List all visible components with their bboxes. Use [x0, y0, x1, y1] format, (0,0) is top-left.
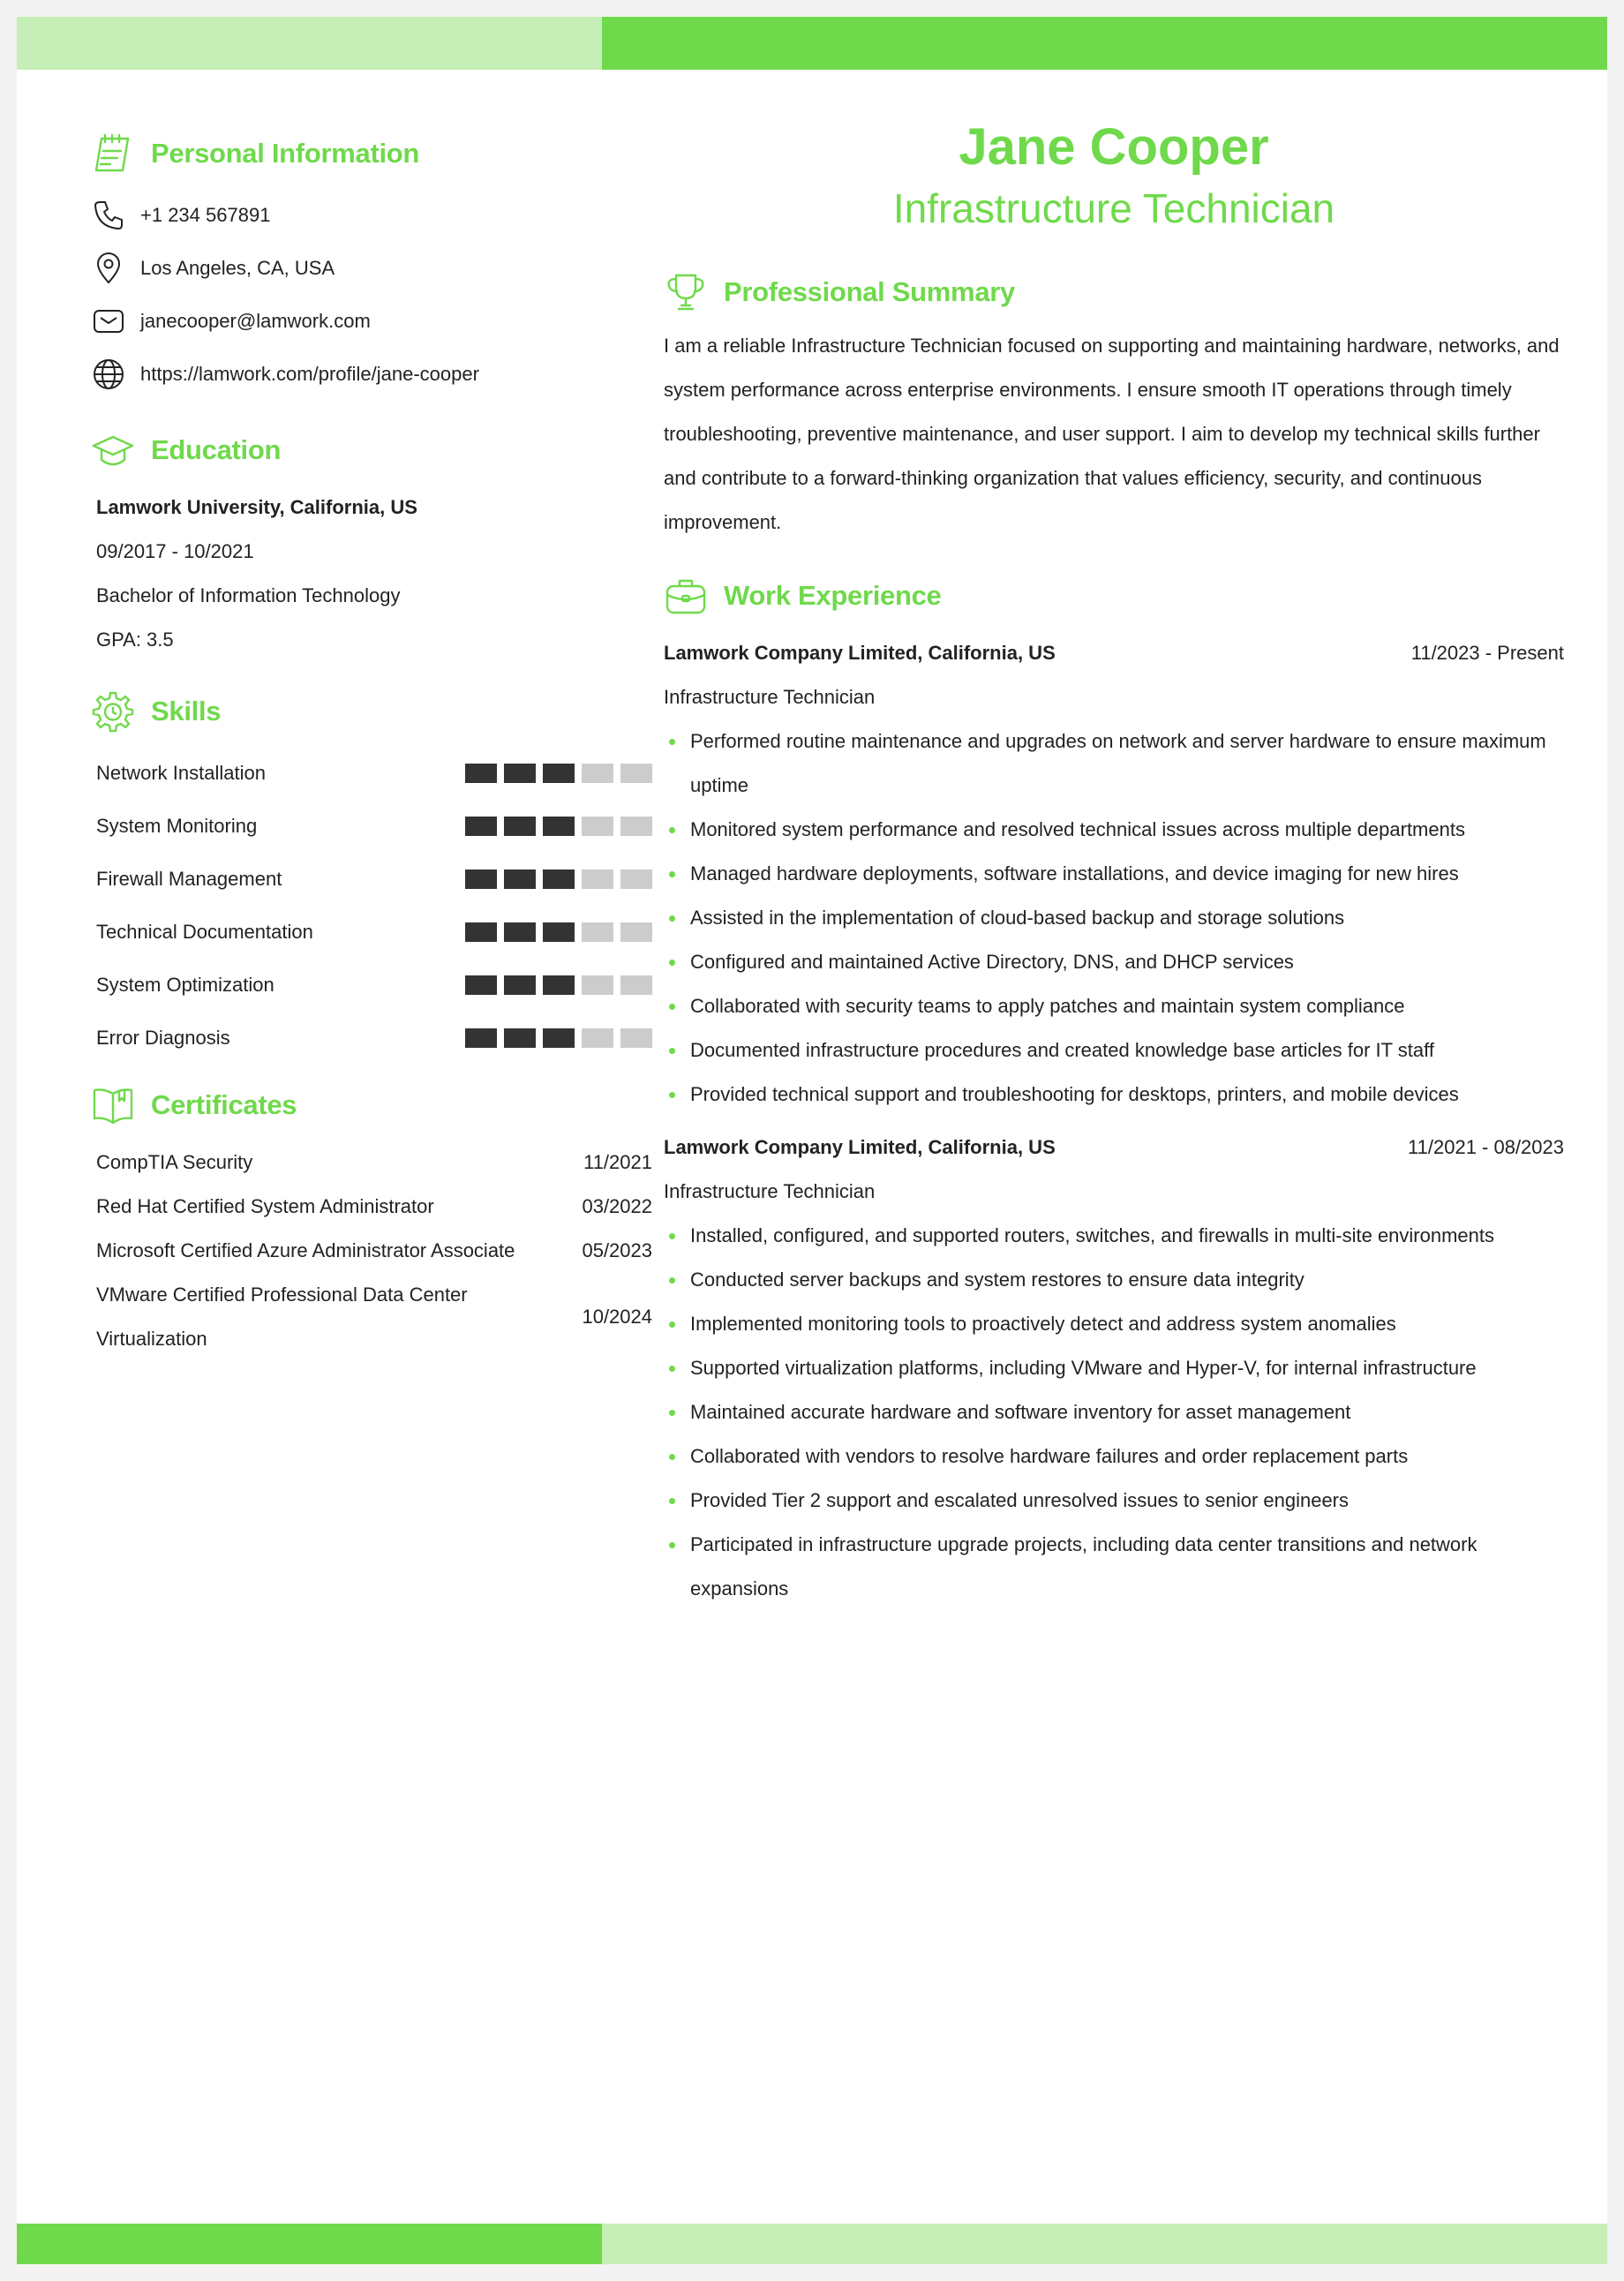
job-bullet	[664, 984, 1564, 1028]
bullet-dot-icon	[669, 1410, 675, 1416]
skill-level-meter	[465, 817, 652, 836]
skill-level-filled	[543, 975, 575, 995]
job-company: Lamwork Company Limited, California, US	[664, 1136, 1056, 1158]
skill-row	[79, 747, 617, 800]
certificate-row	[79, 1273, 652, 1361]
bullet-dot-icon	[669, 1277, 675, 1284]
job-bullet-text: Documented infrastructure procedures and created knowledge base articles for IT staff	[690, 1039, 1434, 1061]
certificate-date: 11/2021	[583, 1151, 652, 1173]
job-entry	[664, 631, 1564, 1117]
jobs-list	[664, 631, 1564, 1611]
job-bullet-text: Participated in infrastructure upgrade projects, including data center transitions and network expansions	[690, 1533, 1477, 1600]
skills-header	[79, 685, 617, 738]
skill-level-filled	[504, 764, 536, 783]
job-bullet	[664, 852, 1564, 896]
summary-title: Professional Summary	[724, 276, 1015, 307]
job-entry	[664, 1125, 1564, 1611]
skill-level-meter	[465, 922, 652, 942]
graduation-cap-icon	[91, 428, 135, 472]
skill-level-empty	[620, 975, 652, 995]
skill-name: Network Installation	[96, 762, 266, 784]
job-bullet-text: Provided Tier 2 support and escalated unresolved issues to senior engineers	[690, 1489, 1350, 1511]
job-header	[664, 631, 1564, 675]
gear-icon	[91, 689, 135, 734]
mail-icon	[91, 304, 126, 339]
skill-level-empty	[582, 764, 613, 783]
certificate-date: 10/2024	[582, 1306, 652, 1328]
skill-name: Error Diagnosis	[96, 1027, 230, 1049]
certificates-list	[79, 1140, 652, 1361]
skill-level-meter	[465, 869, 652, 889]
briefcase-icon	[664, 574, 708, 618]
skill-name: System Monitoring	[96, 815, 258, 837]
skill-level-filled	[543, 764, 575, 783]
bullet-dot-icon	[669, 1092, 675, 1098]
job-bullet-text: Conducted server backups and system restores to ensure data integrity	[690, 1268, 1304, 1291]
certificates-title: Certificates	[151, 1089, 297, 1120]
education-title: Education	[151, 434, 282, 465]
skill-name: System Optimization	[96, 974, 274, 996]
top-accent-bar-light	[17, 17, 602, 70]
skill-level-filled	[543, 869, 575, 889]
education-dates: 09/2017 - 10/2021	[96, 540, 254, 562]
job-bullet	[664, 719, 1564, 808]
job-bullet-text: Implemented monitoring tools to proactively detect and address system anomalies	[690, 1313, 1396, 1335]
job-bullet	[664, 1479, 1564, 1523]
job-header	[664, 1125, 1564, 1170]
job-bullet	[664, 1214, 1564, 1258]
right-column	[664, 114, 1564, 1611]
job-bullet-text: Managed hardware deployments, software installations, and device imaging for new hires	[690, 862, 1459, 885]
bullet-dot-icon	[669, 1048, 675, 1054]
skill-level-meter	[465, 764, 652, 783]
skill-level-empty	[620, 1028, 652, 1048]
job-role: Infrastructure Technician	[664, 686, 876, 708]
bullet-dot-icon	[669, 1233, 675, 1239]
job-bullet	[664, 808, 1564, 852]
certificate-name: VMware Certified Professional Data Center Virtualization	[96, 1284, 468, 1350]
candidate-title: Infrastructure Technician	[892, 185, 1335, 231]
skill-level-meter	[465, 1028, 652, 1048]
job-bullet-text: Collaborated with vendors to resolve hardware failures and order replacement parts	[690, 1445, 1409, 1467]
experience-title: Work Experience	[724, 580, 942, 611]
job-bullet	[664, 940, 1564, 984]
skill-name: Technical Documentation	[96, 921, 313, 943]
skills-list	[79, 747, 617, 1065]
experience-header	[664, 569, 1564, 622]
book-icon	[91, 1083, 135, 1127]
notepad-icon	[91, 132, 135, 176]
job-bullet-text: Monitored system performance and resolved technical issues across multiple departments	[690, 818, 1465, 840]
email-text: janecooper@lamwork.com	[140, 310, 371, 332]
job-bullets	[664, 719, 1564, 1117]
skill-level-filled	[543, 922, 575, 942]
job-bullet	[664, 1028, 1564, 1073]
job-bullet	[664, 1258, 1564, 1302]
job-bullet-text: Collaborated with security teams to apply patches and maintain system compliance	[690, 995, 1405, 1017]
job-bullet-text: Maintained accurate hardware and software inventory for asset management	[690, 1401, 1351, 1423]
bullet-dot-icon	[669, 1004, 675, 1010]
bullet-dot-icon	[669, 1321, 675, 1328]
job-bullet-text: Installed, configured, and supported routers, switches, and firewalls in multi-site environments	[690, 1224, 1495, 1246]
skill-name: Firewall Management	[96, 868, 282, 890]
skill-level-filled	[465, 1028, 497, 1048]
certificate-row	[79, 1140, 652, 1185]
skill-level-empty	[620, 817, 652, 836]
skill-level-empty	[582, 1028, 613, 1048]
skill-level-empty	[620, 764, 652, 783]
bullet-dot-icon	[669, 1366, 675, 1372]
skill-level-filled	[465, 922, 497, 942]
job-bullet	[664, 1434, 1564, 1479]
job-role: Infrastructure Technician	[664, 1180, 876, 1202]
skill-level-filled	[465, 817, 497, 836]
skill-level-filled	[465, 975, 497, 995]
job-bullet	[664, 1346, 1564, 1390]
skill-level-filled	[504, 817, 536, 836]
certificates-header	[79, 1079, 617, 1132]
personal-info-title: Personal Information	[151, 138, 420, 169]
skill-row	[79, 959, 617, 1012]
job-bullet-text: Supported virtualization platforms, including VMware and Hyper-V, for internal infrastructure	[690, 1357, 1477, 1379]
skill-row	[79, 1012, 617, 1065]
skill-level-filled	[504, 922, 536, 942]
location-pin-icon	[91, 251, 126, 286]
job-bullet-text: Assisted in the implementation of cloud-based backup and storage solutions	[690, 907, 1345, 929]
resume-page	[17, 17, 1607, 2264]
location-text: Los Angeles, CA, USA	[140, 257, 335, 279]
skill-level-filled	[543, 1028, 575, 1048]
skill-level-filled	[504, 869, 536, 889]
job-bullet-text: Configured and maintained Active Directory, DNS, and DHCP services	[690, 951, 1294, 973]
skill-level-filled	[543, 817, 575, 836]
job-company: Lamwork Company Limited, California, US	[664, 642, 1056, 664]
contact-phone	[79, 189, 617, 242]
job-dates: 11/2021 - 08/2023	[1408, 1136, 1564, 1158]
education-gpa: GPA: 3.5	[96, 629, 174, 651]
skill-row	[79, 853, 617, 906]
certificate-row	[79, 1229, 652, 1273]
certificate-name: Red Hat Certified System Administrator	[96, 1195, 434, 1217]
job-bullets	[664, 1214, 1564, 1611]
certificate-name: Microsoft Certified Azure Administrator Associate	[96, 1239, 515, 1261]
summary-text: I am a reliable Infrastructure Technician focused on supporting and maintaining hardware, networks, and system performance across enterprise environments. I ensure smooth IT operations through timely troubleshooting, preventive maintenance, and user support. I aim to develop my technical skills further and contribute to a forward-thinking organization that values efficiency, security, and continuous improvement.	[664, 335, 1560, 533]
skill-row	[79, 906, 617, 959]
certificate-row	[79, 1185, 652, 1229]
bullet-dot-icon	[669, 1542, 675, 1548]
bullet-dot-icon	[669, 960, 675, 966]
education-header	[79, 424, 617, 477]
summary-header	[664, 266, 1564, 319]
job-bullet	[664, 1302, 1564, 1346]
certificate-date: 03/2022	[582, 1195, 652, 1217]
contact-location	[79, 242, 617, 295]
personal-info-header	[79, 127, 617, 180]
bullet-dot-icon	[669, 871, 675, 877]
skill-level-filled	[504, 975, 536, 995]
skill-level-empty	[620, 922, 652, 942]
bullet-dot-icon	[669, 1454, 675, 1460]
skill-level-empty	[582, 922, 613, 942]
certificate-name: CompTIA Security	[96, 1151, 253, 1173]
job-bullet	[664, 1073, 1564, 1117]
skill-level-filled	[504, 1028, 536, 1048]
job-bullet	[664, 1523, 1564, 1611]
bottom-accent-bar-dark	[17, 2224, 602, 2264]
skill-level-filled	[465, 764, 497, 783]
contact-website	[79, 348, 617, 401]
skill-level-empty	[620, 869, 652, 889]
job-dates: 11/2023 - Present	[1410, 642, 1564, 664]
bullet-dot-icon	[669, 1498, 675, 1504]
certificate-date: 05/2023	[582, 1239, 652, 1261]
job-bullet	[664, 896, 1564, 940]
phone-icon	[91, 198, 126, 233]
candidate-name: Jane Cooper	[959, 118, 1269, 176]
skill-level-empty	[582, 975, 613, 995]
phone-text: +1 234 567891	[140, 204, 271, 226]
job-bullet-text: Performed routine maintenance and upgrades on network and server hardware to ensure maximum uptime	[690, 730, 1546, 796]
skill-level-empty	[582, 817, 613, 836]
website-text: https://lamwork.com/profile/jane-cooper	[140, 363, 479, 385]
education-degree: Bachelor of Information Technology	[96, 584, 401, 606]
bottom-accent-bar-light	[602, 2224, 1607, 2264]
bullet-dot-icon	[669, 827, 675, 833]
education-school: Lamwork University, California, US	[96, 496, 417, 518]
globe-icon	[91, 357, 126, 392]
trophy-icon	[664, 270, 708, 314]
skill-level-empty	[582, 869, 613, 889]
job-bullet	[664, 1390, 1564, 1434]
bullet-dot-icon	[669, 915, 675, 922]
skill-row	[79, 800, 617, 853]
contact-email	[79, 295, 617, 348]
skills-title: Skills	[151, 696, 222, 726]
left-column	[79, 127, 652, 1361]
bullet-dot-icon	[669, 739, 675, 745]
top-accent-bar-dark	[602, 17, 1607, 70]
skill-level-filled	[465, 869, 497, 889]
job-bullet-text: Provided technical support and troubleshooting for desktops, printers, and mobile devices	[690, 1083, 1459, 1105]
skill-level-meter	[465, 975, 652, 995]
